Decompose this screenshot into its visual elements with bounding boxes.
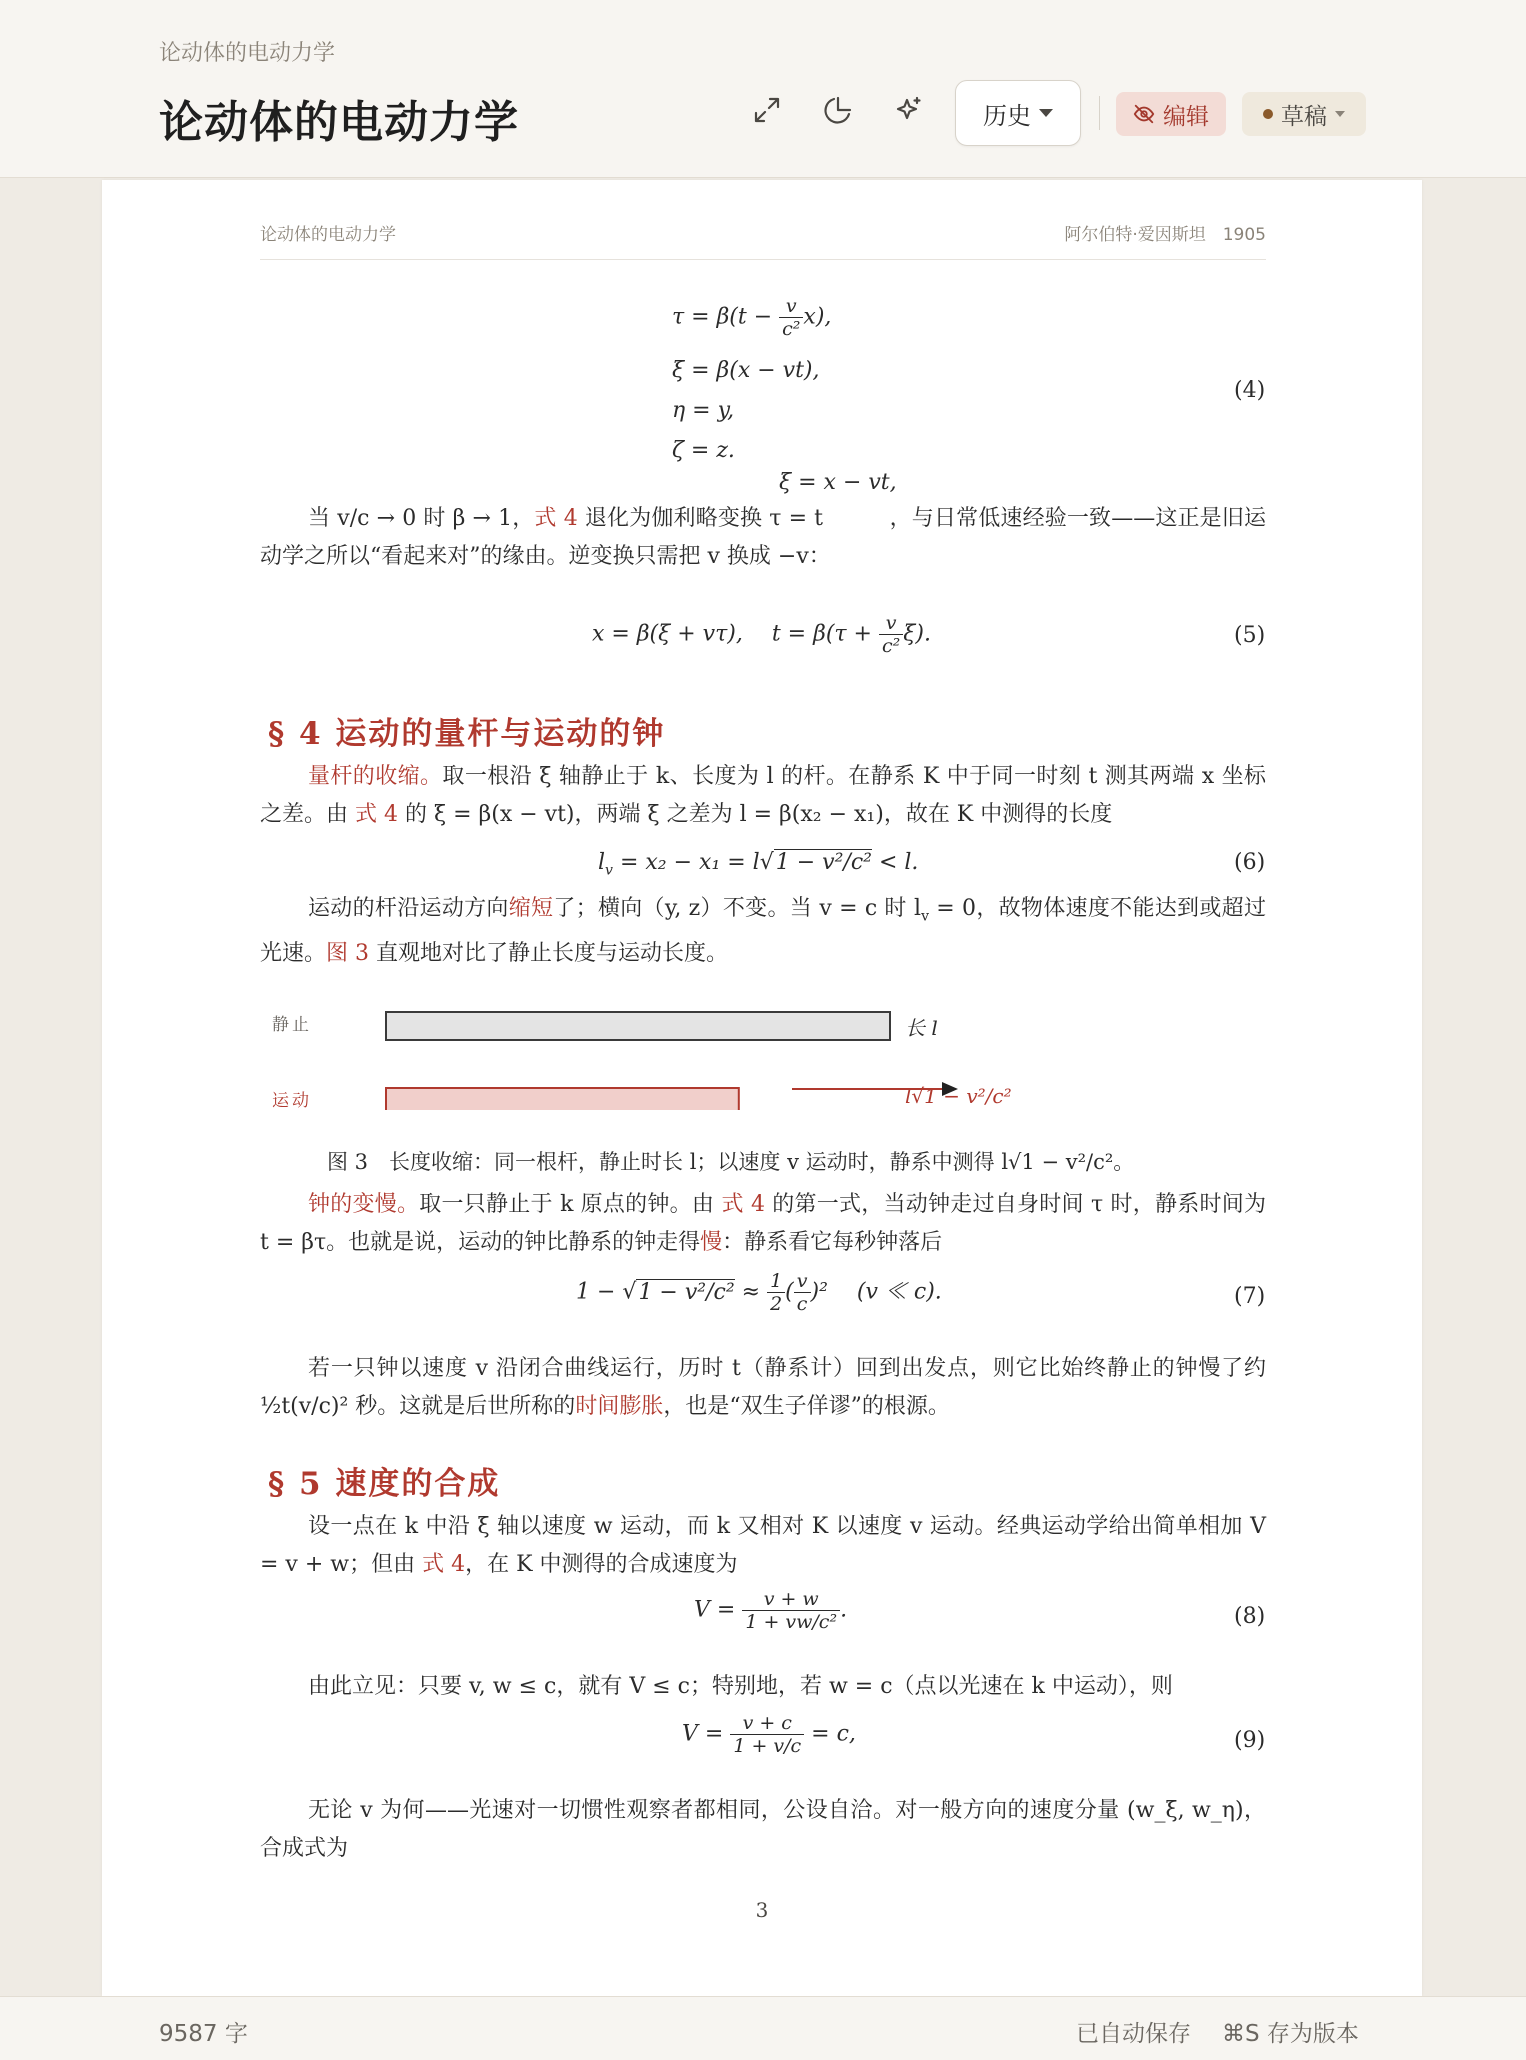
top-bar [0, 0, 1526, 178]
equation-ref-link[interactable]: 式 4 [721, 1192, 765, 1217]
figure-moving-label: 运动 [272, 1091, 312, 1111]
chevron-down-icon [1335, 111, 1345, 117]
breadcrumb[interactable]: 论动体的电动力学 [159, 41, 336, 66]
paragraph: 钟的变慢。取一只静止于 k 原点的钟。由 式 4 的第一式，当动钟走过自身时间 τ 时，静系时间为 t = βτ。也就是说，运动的钟比静系的钟走得慢：静系看它每秒钟落后 [260, 1192, 1266, 1255]
status-dot-icon [1263, 109, 1273, 119]
eq6: $l_v = x_2 - x_1 = l√1 - v^2/c^2 < l$. [598, 850, 919, 879]
paragraph: 若一只钟以速度 v 沿闭合曲线运行，历时 t（静系计）回到出发点，则它比始终静止的钟慢了约 ½t(v/c)² 秒。这就是后世所称的时间膨胀，也是“双生子佯谬”的根源。 [260, 1356, 1266, 1419]
eq8: V = $\frac{v + w}{\text{1 + vw/c²}}$ . [694, 1588, 848, 1633]
status-label: 草稿 [1281, 103, 1327, 130]
figure-caption: 图 3 长度收缩：同一根杆，静止时长 l；以速度 v 运动时，静系中测得 l√1 − v²/c²。 [327, 1150, 1135, 1174]
status-dropdown[interactable] [1242, 92, 1366, 136]
status-bar [0, 1996, 1526, 2060]
toolbar-divider [1099, 96, 1100, 130]
equation-ref-link[interactable]: 式 4 [534, 506, 578, 531]
autosave-status: 已自动保存 [1076, 2021, 1191, 2047]
chevron-down-icon [1039, 109, 1053, 117]
rest-length-label: 长 l [905, 1016, 938, 1040]
history-label: 历史 [983, 101, 1031, 130]
document-page[interactable] [102, 180, 1422, 1996]
edit-label: 编辑 [1163, 103, 1209, 130]
running-header [260, 220, 1266, 260]
rest-rod [386, 1012, 890, 1040]
word-count: 9587 字 [159, 2021, 248, 2047]
expand-icon[interactable] [747, 90, 787, 130]
save-version-button[interactable]: ⌘S 存为版本 [1222, 2021, 1359, 2047]
paragraph: 设一点在 k 中沿 ξ 轴以速度 w 运动，而 k 又相对 K 以速度 v 运动。经典运动学给出简单相加 V = v + w；但由 式 4，在 K 中测得的合成速度为 [260, 1514, 1266, 1577]
document-title: 论动体的电动力学 [159, 97, 519, 148]
eq4-line5: ξ = x − vt, [779, 470, 897, 495]
eq9: V = $\frac{v + c}{1 + v/c}$ = c, [682, 1712, 856, 1757]
paragraph: 无论 v 为何——光速对一切惯性观察者都相同，公设自洽。对一般方向的速度分量 (w_ξ, w_η)，合成式为 [260, 1798, 1266, 1861]
figure-ref-link[interactable]: 图 3 [326, 941, 370, 967]
equation-number: (9) [1234, 1728, 1266, 1753]
section-heading: § 5 速度的合成 [268, 1466, 501, 1502]
eq4-line3: η = y, [672, 398, 735, 423]
eq4-line4: ζ = z. [672, 438, 735, 463]
running-title: 论动体的电动力学 [260, 225, 396, 245]
equation-number: (8) [1234, 1604, 1266, 1629]
moving-length-label: l√1 − v²/c² [905, 1084, 1012, 1108]
eq4-line2: ξ = β(x − vt), [672, 358, 820, 383]
eq5: x = β(ξ + vτ), t = β(τ + $\frac{v}{\text{c²}}$ ξ). [592, 612, 931, 657]
history-button[interactable] [955, 80, 1081, 146]
equation-number: (6) [1234, 850, 1266, 875]
equation-number: (7) [1234, 1284, 1266, 1309]
eq7: 1 − √1 − v²/c² ≈ $\frac{1}{2}$ ( $\frac{v}{c}$ )² (v ≪ c). [576, 1270, 942, 1315]
paragraph: 由此立见：只要 v, w ≤ c，就有 V ≤ c；特别地，若 w = c（点以光速在 k 中运动），则 [308, 1674, 1173, 1699]
equation-ref-link[interactable]: 式 4 [422, 1552, 466, 1577]
paragraph: 运动的杆沿运动方向缩短了；横向（y, z）不变。当 v = c 时 $l_v = 0$，故物体速度不能达到或超过光速。图 3 直观地对比了静止长度与运动长度。 [260, 896, 1266, 967]
equation-ref-link[interactable]: 式 4 [355, 802, 398, 827]
author-year: 阿尔伯特·爱因斯坦 1905 [1064, 225, 1266, 245]
pie-chart-icon[interactable] [818, 90, 858, 130]
sparkle-icon[interactable] [889, 90, 929, 130]
edit-toggle-button[interactable] [1116, 92, 1226, 136]
equation-number: (4) [1234, 378, 1266, 403]
paragraph: 量杆的收缩。取一根沿 ξ 轴静止于 k、长度为 l 的杆。在静系 K 中于同一时刻 t 测其两端 x 坐标之差。由 式 4 的 ξ = β(x − vt)，两端 ξ 之差为 l = β(x₂ − x₁)，故在 K 中测得的长度 [260, 764, 1266, 827]
eq4-line1: τ = β(t − $\frac{v}{\text{c²}}$ x), [672, 295, 832, 340]
paragraph: 当 v/c → 0 时 β → 1，式 4 退化为伽利略变换 τ = t ，与日常低速经验一致——这正是旧运动学之所以“看起来对”的缘由。逆变换只需把 v 换成 −v： [260, 506, 1266, 569]
page-number: 3 [755, 1898, 769, 1922]
equation-number: (5) [1234, 623, 1266, 648]
section-heading: § 4 运动的量杆与运动的钟 [268, 716, 666, 752]
moving-rod [386, 1088, 739, 1110]
eye-off-icon [1133, 103, 1155, 125]
figure-rest-label: 静止 [272, 1015, 312, 1035]
